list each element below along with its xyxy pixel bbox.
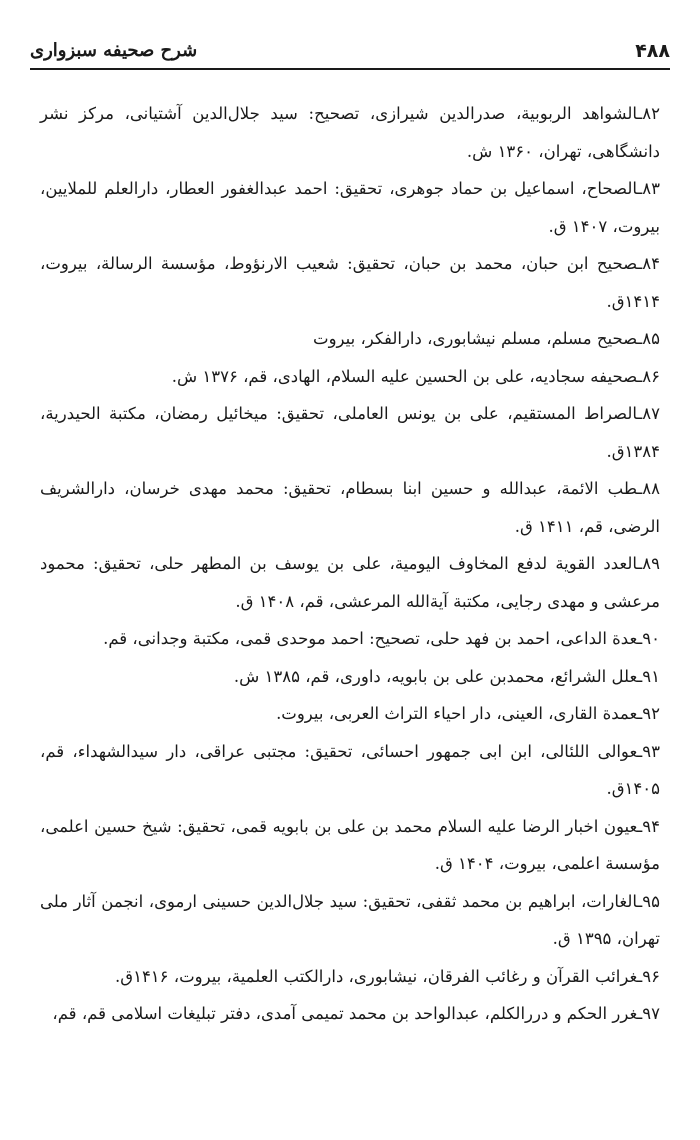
bibliography-entry: ۸۷ـالصراط المستقیم، علی بن یونس العاملی، تحقیق: میخائیل رمضان، مکتبة الحیدریة، ۱۳۸۴ق.: [40, 404, 660, 461]
entry-text: الصراط المستقیم، علی بن یونس العاملی، تحقیق: میخائیل رمضان، مکتبة الحیدریة، ۱۳۸۴ق.: [40, 404, 660, 461]
entry-number: ۸۹: [642, 554, 660, 573]
entry-text: العدد القویة لدفع المخاوف الیومیة، علی بن یوسف بن المطهر حلی، تحقیق: محمود مرعشی و مهدی رجایی، مکتبة آیة‌الله المرعشی، قم، ۱۴۰۸ ق.: [40, 554, 660, 611]
entry-number: ۸۲: [642, 104, 660, 123]
bibliography-entry: ۸۴ـصحیح ابن حبان، محمد بن حبان، تحقیق: شعیب الارنؤوط، مؤسسة الرسالة، بیروت، ۱۴۱۴ق.: [40, 254, 660, 311]
entry-number: ۸۳: [642, 179, 660, 198]
entry-number: ۹۲: [642, 704, 660, 723]
bibliography-entry: ۹۵ـالغارات، ابراهیم بن محمد ثقفی، تحقیق: سید جلال‌الدین حسینی ارموی، انجمن آثار ملی تهران، ۱۳۹۵ ق.: [40, 891, 660, 948]
entry-text: طب الائمة، عبدالله و حسین ابنا بسطام، تحقیق: محمد مهدی خرسان، دارالشریف الرضی، قم، ۱۴۱۱ ق.: [40, 479, 660, 536]
entry-number: ۹۴: [642, 816, 660, 836]
entry-text: صحیح مسلم، مسلم نیشابوری، دارالفکر، بیروت: [313, 329, 638, 348]
bibliography-entry: ۹۴ـعیون اخبار الرضا علیه السلام محمد بن علی بن بابویه قمی، تحقیق: شیخ حسین اعلمی، مؤسسة اعلمی، بیروت، ۱۴۰۴ ق.: [40, 816, 660, 873]
entry-text: علل الشرائع، محمدبن علی بن بابویه، داوری، قم، ۱۳۸۵ ش.: [233, 666, 638, 686]
bibliography-entry: ۸۵ـصحیح مسلم، مسلم نیشابوری، دارالفکر، بیروت: [313, 329, 660, 348]
bibliography-entry: ۹۷ـغرر الحکم و دررالکلم، عبدالواحد بن محمد تمیمی آمدی، دفتر تبلیغات اسلامی قم، قم،: [52, 1004, 660, 1023]
entry-number: ۹۳: [642, 741, 660, 761]
bibliography-entry: ۸۶ـصحیفه سجادیه، علی بن الحسین علیه السلام، الهادی، قم، ۱۳۷۶ ش.: [171, 366, 660, 386]
entry-text: غرر الحکم و دررالکلم، عبدالواحد بن محمد تمیمی آمدی، دفتر تبلیغات اسلامی قم، قم،: [52, 1004, 638, 1023]
entry-text: الصحاح، اسماعیل بن حماد جوهری، تحقیق: احمد عبدالغفور العطار، دارالعلم للملایین، بیروت، ۱۴۰۷ ق.: [40, 179, 660, 236]
entry-text: عدة الداعی، احمد بن فهد حلی، تصحیح: احمد موحدی قمی، مکتبة وجدانی، قم.: [103, 629, 638, 648]
entry-number: ۸۴: [642, 254, 660, 273]
entry-number: ۸۸: [642, 479, 660, 498]
entry-text: عوالی اللئالی، ابن ابی جمهور احسائی، تحقیق: مجتبی عراقی، دار سیدالشهداء، قم، ۱۴۰۵ق.: [40, 741, 660, 798]
entry-number: ۹۰: [642, 629, 660, 648]
entry-number: ۹۷: [642, 1004, 660, 1023]
entry-text: صحیفه سجادیه، علی بن الحسین علیه السلام، الهادی، قم، ۱۳۷۶ ش.: [171, 366, 638, 386]
bibliography-entry: ۹۱ـعلل الشرائع، محمدبن علی بن بابویه، داوری، قم، ۱۳۸۵ ش.: [233, 666, 660, 686]
entry-text: صحیح ابن حبان، محمد بن حبان، تحقیق: شعیب الارنؤوط، مؤسسة الرسالة، بیروت، ۱۴۱۴ق.: [40, 254, 660, 311]
bibliography-entry: ۸۳ـالصحاح، اسماعیل بن حماد جوهری، تحقیق: احمد عبدالغفور العطار، دارالعلم للملایین، بیروت، ۱۴۰۷ ق.: [40, 179, 660, 236]
entry-number: ۸۶: [642, 366, 660, 386]
header-divider: [30, 68, 670, 70]
entry-text: الغارات، ابراهیم بن محمد ثقفی، تحقیق: سید جلال‌الدین حسینی ارموی، انجمن آثار ملی تهران، ۱۳۹۵ ق.: [40, 891, 660, 948]
entry-number: ۹۵: [642, 891, 660, 911]
bibliography-entry: ۹۲ـعمدة القاری، العینی، دار احیاء التراث العربی، بیروت.: [276, 704, 660, 723]
entry-text: الشواهد الربوبیة، صدرالدین شیرازی، تصحیح: سید جلال‌الدین آشتیانی، مرکز نشر دانشگاهی، تهران، ۱۳۶۰ ش.: [40, 104, 660, 161]
bibliography-entry: ۹۰ـعدة الداعی، احمد بن فهد حلی، تصحیح: احمد موحدی قمی، مکتبة وجدانی، قم.: [103, 629, 660, 648]
entry-text: عمدة القاری، العینی، دار احیاء التراث العربی، بیروت.: [276, 704, 638, 723]
entry-number: ۸۷: [642, 404, 660, 423]
page-number: ۴۸۸: [635, 40, 670, 62]
entry-text: غرائب القرآن و رغائب الفرقان، نیشابوری، دارالکتب العلمیة، بیروت، ۱۴۱۶ق.: [115, 966, 638, 986]
entry-number: ۹۶: [642, 966, 660, 986]
bibliography-entry: ۹۶ـغرائب القرآن و رغائب الفرقان، نیشابوری، دارالکتب العلمیة، بیروت، ۱۴۱۶ق.: [115, 966, 660, 986]
bibliography-entry: ۹۳ـعوالی اللئالی، ابن ابی جمهور احسائی، تحقیق: مجتبی عراقی، دار سیدالشهداء، قم، ۱۴۰۵ق.: [40, 741, 660, 798]
bibliography-entry: ۸۸ـطب الائمة، عبدالله و حسین ابنا بسطام، تحقیق: محمد مهدی خرسان، دارالشریف الرضی، قم، ۱۴۱۱ ق.: [40, 479, 660, 536]
entry-number: ۸۵: [642, 329, 660, 348]
page-header: [30, 34, 670, 70]
bibliography-entry: ۸۹ـالعدد القویة لدفع المخاوف الیومیة، علی بن یوسف بن المطهر حلی، تحقیق: محمود مرعشی و مهدی رجایی، مکتبة آیة‌الله المرعشی، قم، ۱۴۰۸ ق.: [40, 554, 660, 611]
entry-number: ۹۱: [642, 666, 660, 686]
bibliography-entry: ۸۲ـالشواهد الربوبیة، صدرالدین شیرازی، تصحیح: سید جلال‌الدین آشتیانی، مرکز نشر دانشگاهی، تهران، ۱۳۶۰ ش.: [40, 104, 660, 161]
running-title: شرح صحیفه سبزواری: [30, 40, 198, 61]
entry-text: عیون اخبار الرضا علیه السلام محمد بن علی بن بابویه قمی، تحقیق: شیخ حسین اعلمی، مؤسسة اعلمی، بیروت، ۱۴۰۴ ق.: [40, 816, 660, 873]
bibliography-list: [40, 95, 660, 1033]
